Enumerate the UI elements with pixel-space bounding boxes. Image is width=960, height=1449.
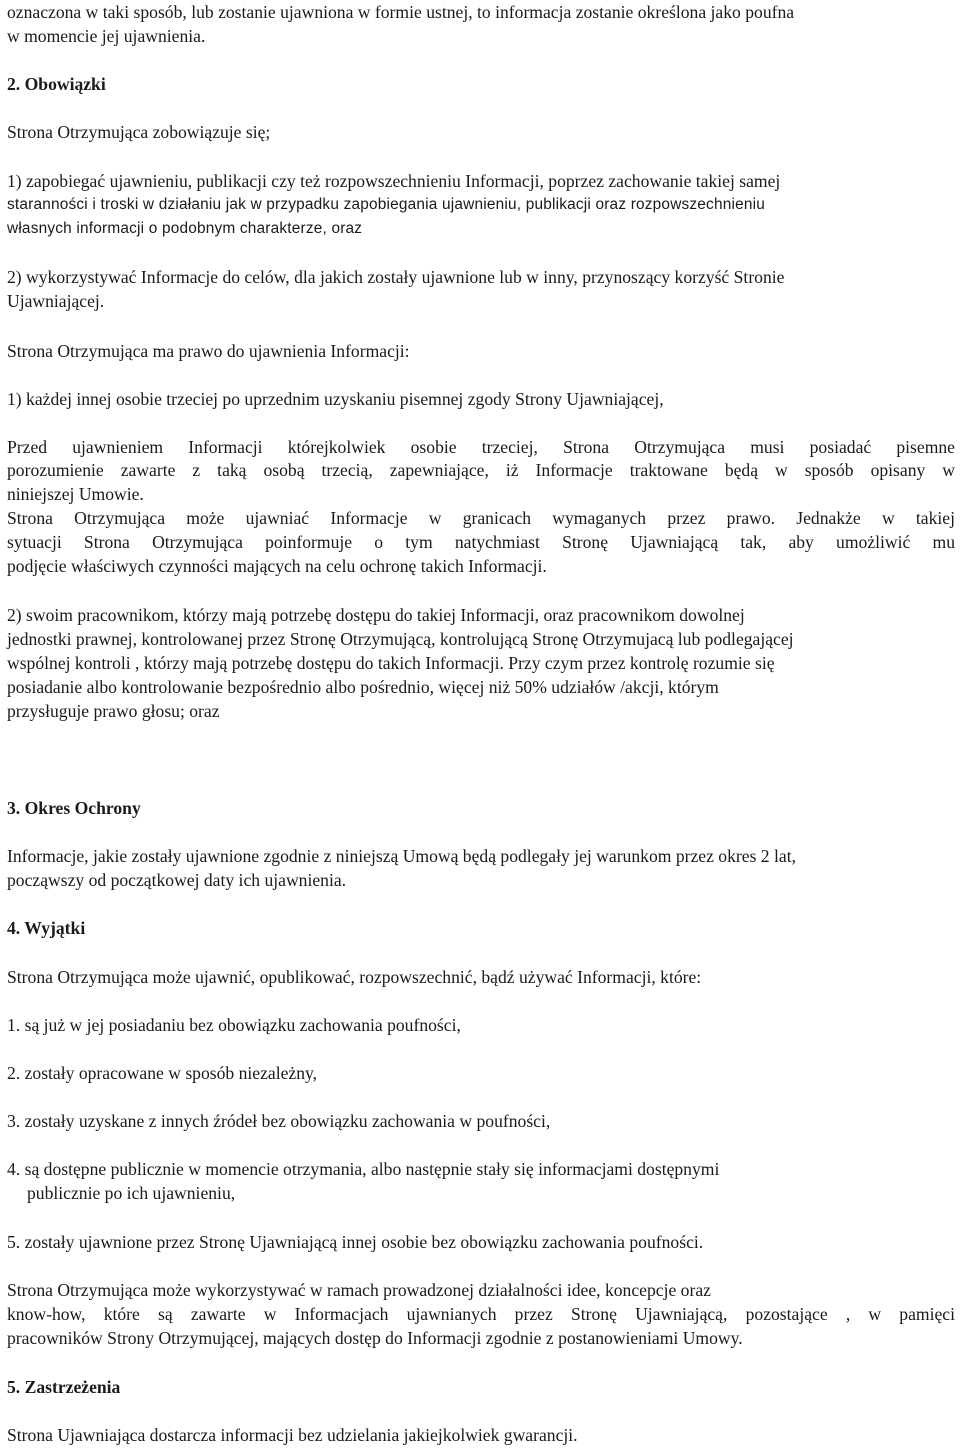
list-item: 5. zostały ujawnione przez Stronę Ujawniającą innej osobie bez obowiązku zachowania poufności. — [7, 1232, 704, 1252]
paragraph-line: sytuacji Strona Otrzymująca poinformuje o tym natychmiast Stronę Ujawniającą tak, aby umożliwić mu — [7, 532, 955, 552]
list-item-continuation: publicznie po ich ujawnieniu, — [27, 1183, 236, 1203]
list-item: 3. zostały uzyskane z innych źródeł bez obowiązku zachowania w poufności, — [7, 1111, 551, 1131]
section-3-heading: 3. Okres Ochrony — [7, 798, 141, 818]
intro-line: w momencie jej ujawnienia. — [7, 26, 206, 46]
paragraph-line: 1) zapobiegać ujawnieniu, publikacji czy też rozpowszechnieniu Informacji, poprzez zachowanie takiej samej — [7, 171, 781, 191]
section-4-heading: 4. Wyjątki — [7, 918, 86, 938]
paragraph-line: własnych informacji o podobnym charakterze, oraz — [7, 220, 363, 237]
paragraph-line: przysługuje prawo głosu; oraz — [7, 701, 220, 721]
paragraph-line: niniejszej Umowie. — [7, 484, 144, 504]
paragraph-line: Strona Otrzymująca może ujawnić, opublikować, rozpowszechnić, bądź używać Informacji, które: — [7, 967, 702, 987]
section-5-heading: 5. Zastrzeżenia — [7, 1377, 121, 1397]
paragraph-line: know-how, które są zawarte w Informacjach ujawnianych przez Stronę Ujawniającą, pozostające , w pamięci — [7, 1304, 955, 1324]
paragraph-line: posiadanie albo kontrolowanie bezpośrednio albo pośrednio, więcej niż 50% udziałów /akcji, którym — [7, 677, 719, 697]
paragraph-line: Przed ujawnieniem Informacji którejkolwiek osobie trzeciej, Strona Otrzymująca musi posiadać pisemne — [7, 437, 955, 457]
intro-line: oznaczona w taki sposób, lub zostanie ujawniona w formie ustnej, to informacja zostanie określona jako poufna — [7, 2, 795, 22]
paragraph-line: 2) swoim pracownikom, którzy mają potrzebę dostępu do takiej Informacji, oraz pracownikom dowolnej — [7, 605, 745, 625]
paragraph-line: 2) wykorzystywać Informacje do celów, dla jakich zostały ujawnione lub w inny, przynoszący korzyść Stronie — [7, 267, 785, 287]
paragraph-line: porozumienie zawarte z taką osobą trzecią, zapewniające, iż Informacje traktowane będą w sposób opisany w — [7, 460, 955, 480]
list-item: 1. są już w jej posiadaniu bez obowiązku zachowania poufności, — [7, 1015, 461, 1035]
paragraph-line: podjęcie właściwych czynności mających na celu ochronę takich Informacji. — [7, 556, 547, 576]
paragraph-line: Strona Otrzymująca ma prawo do ujawnienia Informacji: — [7, 341, 410, 361]
paragraph-line: Strona Otrzymująca zobowiązuje się; — [7, 122, 271, 142]
section-2-heading: 2. Obowiązki — [7, 74, 106, 94]
paragraph-line: Ujawniającej. — [7, 291, 105, 311]
paragraph-line: staranności i troski w działaniu jak w przypadku zapobiegania ujawnieniu, publikacji oraz rozpowszechnieniu — [7, 196, 765, 213]
paragraph-line: Strona Otrzymująca może wykorzystywać w ramach prowadzonej działalności idee, koncepcje oraz — [7, 1280, 711, 1300]
paragraph-line: Informacje, jakie zostały ujawnione zgodnie z niniejszą Umową będą podlegały jej warunkom przez okres 2 lat, — [7, 846, 796, 866]
paragraph-line: 1) każdej innej osobie trzeciej po uprzednim uzyskaniu pisemnej zgody Strony Ujawniającej, — [7, 389, 664, 409]
paragraph-line: jednostki prawnej, kontrolowanej przez Stronę Otrzymującą, kontrolującą Stronę Otrzymujacą lub podlegającej — [7, 629, 794, 649]
paragraph-line: wspólnej kontroli , którzy mają potrzebę dostępu do takich Informacji. Przy czym przez kontrolę rozumie się — [7, 653, 775, 673]
list-item: 2. zostały opracowane w sposób niezależny, — [7, 1063, 318, 1083]
paragraph-line: Strona Ujawniająca dostarcza informacji bez udzielania jakiejkolwiek gwarancji. — [7, 1425, 578, 1445]
paragraph-line: począwszy od początkowej daty ich ujawnienia. — [7, 870, 347, 890]
paragraph-line: Strona Otrzymująca może ujawniać Informacje w granicach wymaganych przez prawo. Jednakże w takiej — [7, 508, 955, 528]
paragraph-line: pracowników Strony Otrzymującej, mających dostęp do Informacji zgodnie z postanowieniami Umowy. — [7, 1328, 743, 1348]
list-item: 4. są dostępne publicznie w momencie otrzymania, albo następnie stały się informacjami dostępnymi — [7, 1159, 720, 1179]
